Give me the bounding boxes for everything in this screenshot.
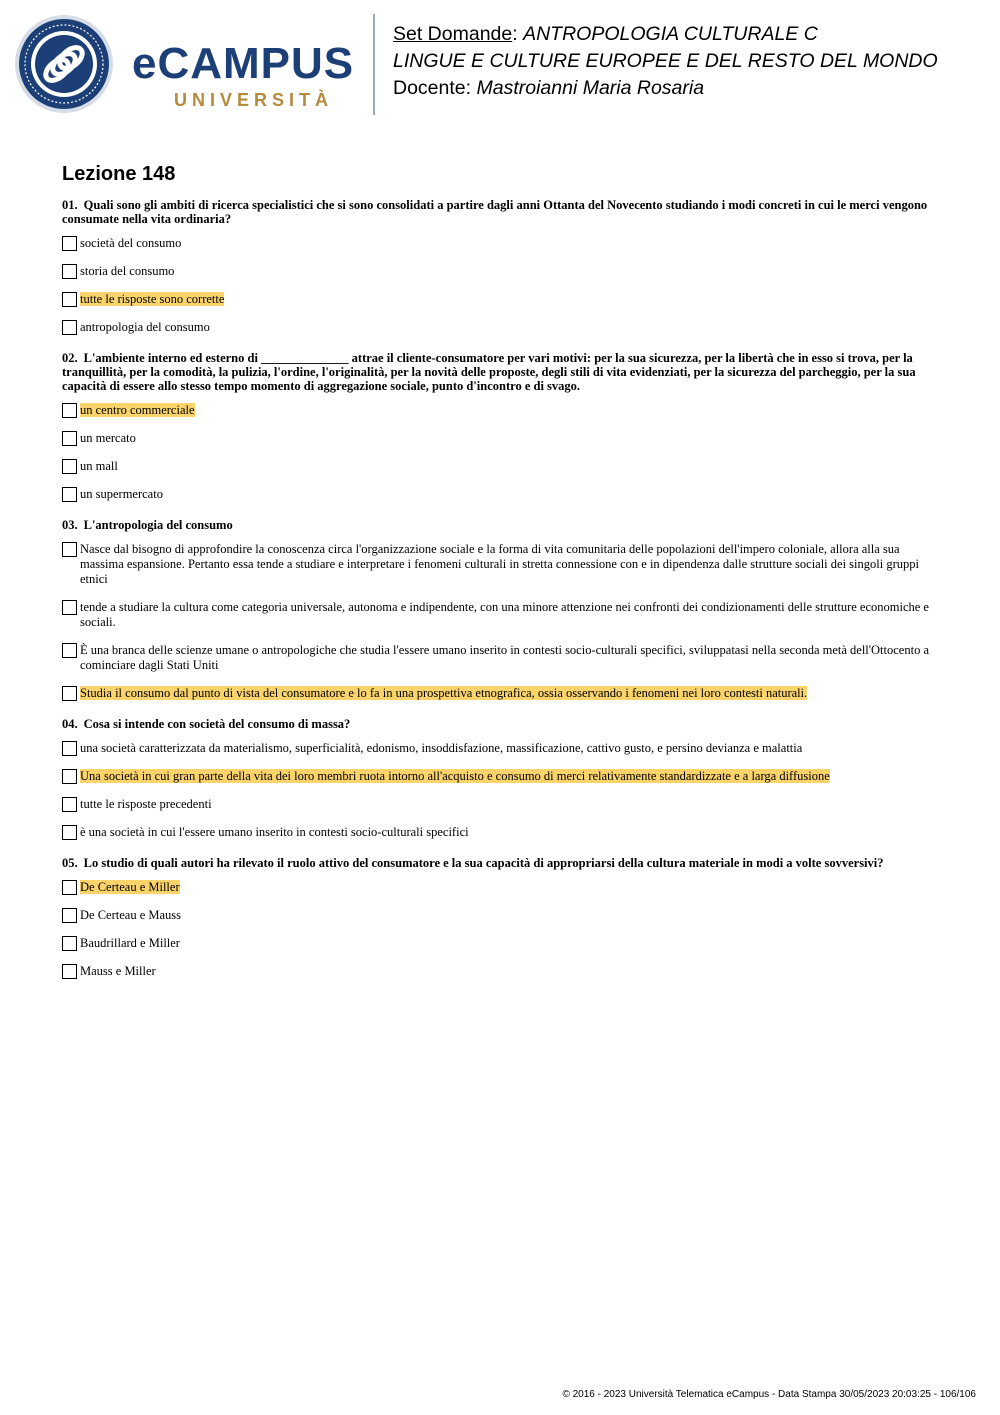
answer-text [80,643,934,673]
set-line: Set Domande: ANTROPOLOGIA CULTURALE C [393,23,818,45]
answer-text-label: È una branca delle scienze umane o antropologiche che studia l'essere umano inserito in contesti socio-culturali specifici, sviluppatasi nella seconda metà dell'Ottocento a cominciare dagli Stati Uniti [80,643,929,672]
course-title: ANTROPOLOGIA CULTURALE C [523,23,818,45]
question-text [62,717,934,731]
brand-subtitle: UNIVERSITÀ [174,90,334,110]
answer-text [80,600,934,630]
question-number: 03. [62,518,78,532]
course-subtitle: LINGUE E CULTURE EUROPEE E DEL RESTO DEL MONDO [393,50,938,72]
checkbox[interactable] [62,908,77,923]
answer-text [80,542,934,587]
checkbox[interactable] [62,600,77,615]
question-4 [62,717,934,840]
question-2 [62,351,934,502]
question-text [62,198,934,226]
course-header [393,21,938,102]
checkbox[interactable] [62,769,77,784]
answer-text-label: tende a studiare la cultura come categoria universale, autonoma e indipendente, con una minore attenzione nei confronti dei condizionamenti delle strutture economiche e sociali. [80,600,929,629]
course-subtitle-line [393,48,938,75]
answer-text-label: De Certeau e Mauss [80,908,182,922]
answer-text-highlighted: Una società in cui gran parte della vita dei loro membri ruota intorno all'acquisto e consumo di merci relativamente standardizzate e a larga diffusione [80,769,830,783]
question-text [62,351,934,393]
checkbox[interactable] [62,403,77,418]
checkbox[interactable] [62,880,77,895]
answer-text-label: società del consumo [80,236,182,250]
answer-text [80,936,934,951]
checkbox[interactable] [62,964,77,979]
answer-option[interactable] [62,908,934,923]
answer-text-label: un mall [80,459,118,473]
answer-option[interactable] [62,686,934,701]
question-number: 04. [62,717,78,731]
answer-text-label: una società caratterizzata da materialismo, superficialità, edonismo, insoddisfazione, massificazione, cattivo gusto, e persino devianza e malattia [80,741,803,755]
lesson-content [62,161,934,995]
answer-text [80,431,934,446]
answer-text [80,908,934,923]
checkbox[interactable] [62,459,77,474]
brand-name: eCAMPUS [132,39,355,88]
checkbox[interactable] [62,686,77,701]
answer-text [80,797,934,812]
answer-option[interactable] [62,741,934,756]
checkbox[interactable] [62,797,77,812]
answer-text-highlighted: De Certeau e Miller [80,880,180,894]
checkbox[interactable] [62,431,77,446]
answer-option[interactable] [62,292,934,307]
answer-option[interactable] [62,403,934,418]
answer-text [80,403,934,418]
answer-option[interactable] [62,542,934,587]
answer-option[interactable] [62,264,934,279]
answer-text-highlighted: tutte le risposte sono corrette [80,292,225,306]
checkbox[interactable] [62,292,77,307]
question-body: Cosa si intende con società del consumo di massa? [83,717,351,731]
answer-text-label: un supermercato [80,487,163,501]
answer-text [80,964,934,979]
answer-option[interactable] [62,487,934,502]
answer-option[interactable] [62,880,934,895]
answer-text-label: Baudrillard e Miller [80,936,180,950]
answer-text [80,825,934,840]
answer-option[interactable] [62,320,934,335]
answer-option[interactable] [62,936,934,951]
answer-text-label: è una società in cui l'essere umano inserito in contesti socio-culturali specifici [80,825,469,839]
checkbox[interactable] [62,236,77,251]
checkbox[interactable] [62,936,77,951]
answer-option[interactable] [62,431,934,446]
ecampus-seal-icon [14,14,114,114]
checkbox[interactable] [62,741,77,756]
checkbox[interactable] [62,643,77,658]
question-number: 05. [62,856,78,870]
answer-option[interactable] [62,964,934,979]
answer-text [80,264,934,279]
answer-text [80,320,934,335]
answer-text [80,292,934,307]
answer-option[interactable] [62,825,934,840]
answer-text-label: storia del consumo [80,264,175,278]
checkbox[interactable] [62,487,77,502]
set-label: Set Domande [393,23,513,45]
ecampus-logo [14,14,359,114]
question-body: Lo studio di quali autori ha rilevato il ruolo attivo del consumatore e la sua capacità di appropriarsi della cultura materiale in modi a volte sovversivi? [83,856,884,870]
question-body: Quali sono gli ambiti di ricerca specialistici che si sono consolidati a partire dagli anni Ottanta del Novecento studiando i modi concreti in cui le merci vengono consumate nella vita ordinaria? [62,198,928,226]
answer-text [80,769,934,784]
checkbox[interactable] [62,825,77,840]
answer-option[interactable] [62,236,934,251]
footer-copyright: © 2016 - 2023 Università Telematica eCampus - Data Stampa 30/05/2023 20:03:25 - 106/106 [562,1389,976,1400]
answer-text [80,459,934,474]
teacher-line [393,75,938,102]
answer-text-label: un mercato [80,431,136,445]
question-body: L'ambiente interno ed esterno di ______________ attrae il cliente-consumatore per vari motivi: per la sua sicurezza, per la libertà che in esso si trova, per la tranquillità, per la comodità, la pulizia, l'ordine, l'originalità, per la novità delle proposte, degli stili di vita evidenziati, per la sicurezza del parcheggio, per la sua capacità di essere allo stesso tempo momento di aggregazione sociale, punto d'incontro e di svago. [62,351,916,393]
question-5 [62,856,934,979]
checkbox[interactable] [62,320,77,335]
answer-option[interactable] [62,797,934,812]
answer-text-label: tutte le risposte precedenti [80,797,212,811]
question-3 [62,518,934,701]
answer-text [80,487,934,502]
header-divider [373,14,375,115]
answer-text [80,686,934,701]
answer-text-label: Nasce dal bisogno di approfondire la conoscenza circa l'organizzazione sociale e la forma di vita comunitaria delle popolazioni dell'impero coloniale, allora alla sua massima espansione. Pertanto essa tende a studiare e interpretare i fenomeni culturali in stretta connessione con e in dipendenza dalle strutture sociali dei singoli gruppi etnici [80,542,919,586]
question-list [62,198,934,979]
teacher-label: Docente: [393,77,472,99]
teacher-name: Mastroianni Maria Rosaria [476,77,705,99]
answer-text-label: Mauss e Miller [80,964,156,978]
answer-option[interactable] [62,600,934,630]
answer-text-highlighted: Studia il consumo dal punto di vista del consumatore e lo fa in una prospettiva etnografica, ossia osservando i fenomeni nei loro contesti naturali. [80,686,808,700]
question-body: L'antropologia del consumo [83,518,233,532]
answer-text-label: antropologia del consumo [80,320,210,334]
answer-text [80,236,934,251]
answer-text [80,880,934,895]
question-text [62,518,934,532]
answer-option[interactable] [62,459,934,474]
lesson-title: Lezione 148 [62,163,176,185]
answer-text [80,741,934,756]
answer-text-highlighted: un centro commerciale [80,403,195,417]
answer-option[interactable] [62,769,934,784]
checkbox[interactable] [62,264,77,279]
question-text [62,856,934,870]
answer-option[interactable] [62,643,934,673]
checkbox[interactable] [62,542,77,557]
question-number: 02. [62,351,78,365]
question-1 [62,198,934,335]
question-number: 01. [62,198,78,212]
